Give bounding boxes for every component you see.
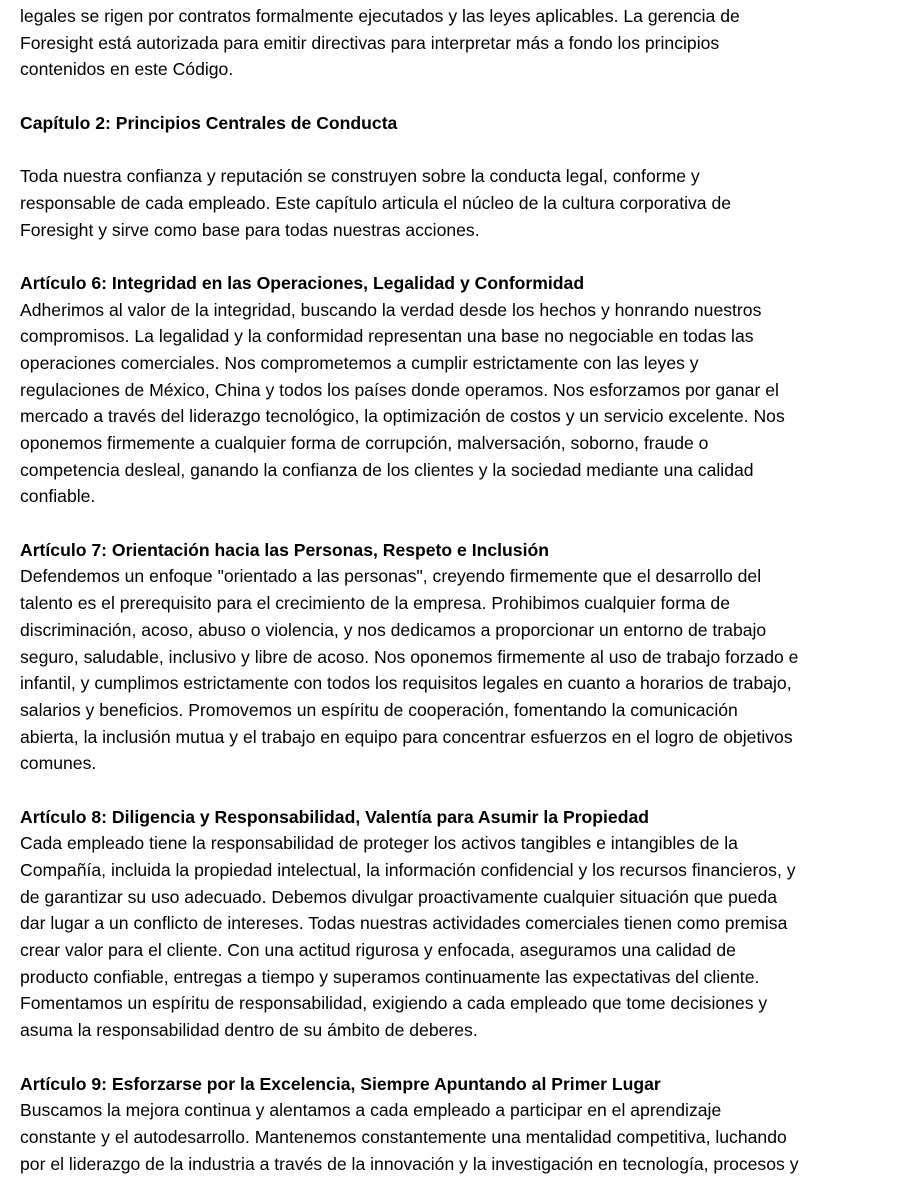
- text-line: talento es el prerequisito para el crecimiento de la empresa. Prohibimos cualquier forma de: [20, 593, 730, 614]
- text-line: legales se rigen por contratos formalmente ejecutados y las leyes aplicables. La gerencia de: [20, 6, 740, 26]
- text-line: Foresight está autorizada para emitir directivas para interpretar más a fondo los principios: [20, 32, 720, 53]
- text-line: Foresight y sirve como base para todas nuestras acciones.: [20, 219, 480, 240]
- text-line: discriminación, acoso, abuso o violencia, y nos dedicamos a proporcionar un entorno de trabajo: [20, 619, 767, 640]
- paragraph-gap: [20, 136, 900, 163]
- text-line: comunes.: [20, 753, 97, 774]
- paragraph-gap: [20, 243, 900, 270]
- text-line: abierta, la inclusión mutua y el trabajo en equipo para concentrar esfuerzos en el logro de objetivos: [20, 726, 793, 747]
- text-line: Toda nuestra confianza y reputación se construyen sobre la conducta legal, conforme y: [20, 166, 700, 187]
- text-line: Adherimos al valor de la integridad, buscando la verdad desde los hechos y honrando nuestros: [20, 299, 762, 320]
- text-line: Defendemos un enfoque "orientado a las personas", creyendo firmemente que el desarrollo del: [20, 566, 762, 587]
- text-line: infantil, y cumplimos estrictamente con todos los requisitos legales en cuanto a horarios de trabajo,: [20, 673, 792, 694]
- text-line: Compañía, incluida la propiedad intelectual, la información confidencial y los recursos financieros, y: [20, 860, 796, 880]
- text-line: operaciones comerciales. Nos comprometemos a cumplir estrictamente con las leyes y: [20, 352, 699, 373]
- text-line: salarios y beneficios. Promovemos un espíritu de cooperación, fomentando la comunicación: [20, 699, 738, 720]
- text-line: mercado a través del liderazgo tecnológico, la optimización de costos y un servicio excelente. Nos: [20, 406, 785, 427]
- chapter-intro-paragraph: [20, 163, 900, 243]
- text-line: constante y el autodesarrollo. Mantenemos constantemente una mentalidad competitiva, luchando: [20, 1126, 787, 1147]
- intro-paragraph: [20, 3, 900, 83]
- paragraph-gap: [20, 510, 900, 537]
- article-8: [20, 804, 900, 1044]
- article-heading: Artículo 7: Orientación hacia las Personas, Respeto e Inclusión: [20, 539, 549, 560]
- text-line: regulaciones de México, China y todos los países donde operamos. Nos esforzamos por ganar el: [20, 379, 779, 400]
- text-line: Fomentamos un espíritu de responsabilidad, exigiendo a cada empleado que tome decisiones y: [20, 993, 768, 1014]
- article-heading: Artículo 9: Esforzarse por la Excelencia, Siempre Apuntando al Primer Lugar: [20, 1073, 661, 1094]
- text-line: producto confiable, entregas a tiempo y superamos continuamente las expectativas del cliente.: [20, 966, 760, 987]
- text-line: confiable.: [20, 486, 96, 507]
- article-9: [20, 1071, 900, 1178]
- text-line: crear valor para el cliente. Con una actitud rigurosa y enfocada, aseguramos una calidad de: [20, 940, 736, 961]
- text-line: Cada empleado tiene la responsabilidad de proteger los activos tangibles e intangibles de la: [20, 833, 738, 854]
- text-line: responsable de cada empleado. Este capítulo articula el núcleo de la cultura corporativa de: [20, 192, 732, 213]
- article-heading: Artículo 8: Diligencia y Responsabilidad, Valentía para Asumir la Propiedad: [20, 806, 649, 827]
- text-line: dar lugar a un conflicto de intereses. Todas nuestras actividades comerciales tienen como premisa: [20, 913, 788, 934]
- text-line: contenidos en este Código.: [20, 59, 234, 80]
- text-line: Buscamos la mejora continua y alentamos a cada empleado a participar en el aprendizaje: [20, 1100, 722, 1121]
- text-line: de garantizar su uso adecuado. Debemos divulgar proactivamente cualquier situación que pueda: [20, 886, 778, 907]
- article-6: [20, 270, 900, 510]
- text-line: compromisos. La legalidad y la conformidad representan una base no negociable en todas las: [20, 326, 754, 347]
- article-heading: Artículo 6: Integridad en las Operaciones, Legalidad y Conformidad: [20, 272, 585, 293]
- paragraph-gap: [20, 777, 900, 804]
- text-line: por el liderazgo de la industria a través de la innovación y la investigación en tecnología, procesos y: [20, 1153, 799, 1174]
- text-line: oponemos firmemente a cualquier forma de corrupción, malversación, soborno, fraude o: [20, 433, 709, 453]
- article-7: [20, 537, 900, 777]
- paragraph-gap: [20, 83, 900, 110]
- text-line: asuma la responsabilidad dentro de su ámbito de deberes.: [20, 1020, 478, 1041]
- chapter-heading: Capítulo 2: Principios Centrales de Conducta: [20, 112, 398, 133]
- text-line: seguro, saludable, inclusivo y libre de acoso. Nos oponemos firmemente al uso de trabajo forzado e: [20, 646, 799, 667]
- paragraph-gap: [20, 1044, 900, 1071]
- text-line: competencia desleal, ganando la confianza de los clientes y la sociedad mediante una calidad: [20, 459, 754, 480]
